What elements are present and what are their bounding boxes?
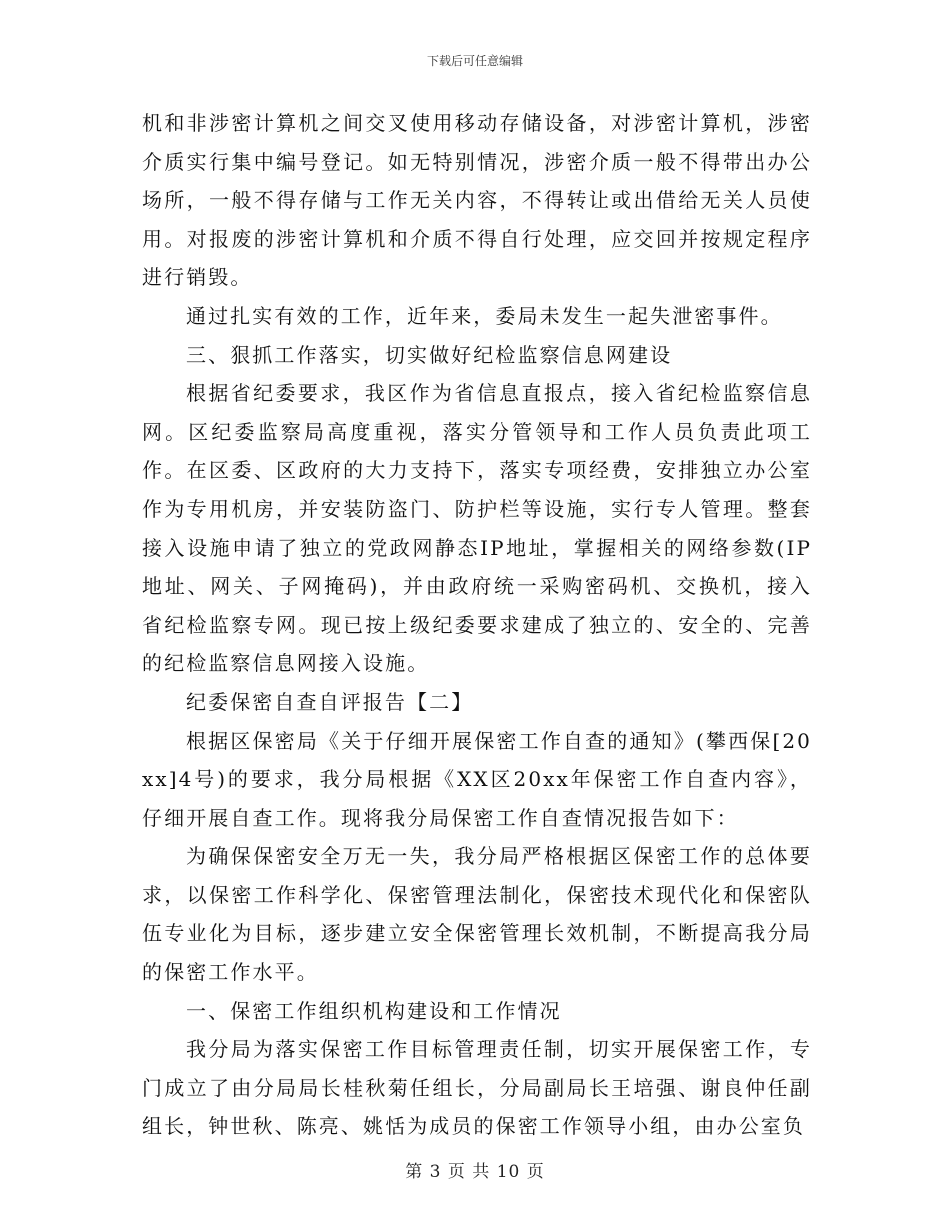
paragraph-report-intro: 根据区保密局《关于仔细开展保密工作自查的通知》(攀西保[20xx]4号)的要求，我分局根据《XX区20xx年保密工作自查内容》，仔细开展自查工作。现将我分局保密工作自查情况报告如下： <box>142 728 812 830</box>
paragraph-no-leak-summary: 通过扎实有效的工作，近年来，委局未发生一起失泄密事件。 <box>186 303 783 328</box>
paragraph-network-construction: 根据省纪委要求，我区作为省信息直报点，接入省纪检监察信息网。区纪委监察局高度重视，落实分管领导和工作人员负责此项工作。在区委、区政府的大力支持下，落实专项经费，安排独立办公室作为专用机房，并安装防盗门、防护栏等设施，实行专人管理。整套接入设施申请了独立的党政网静态IP地址，掌握相关的网络参数(IP地址、网关、子网掩码)，并由政府统一采购密码机、交换机，接入省纪检监察专网。现已按上级纪委要求建成了独立的、安全的、完善的纪检监察信息网接入设施。 <box>142 381 812 676</box>
paragraph-continuation: 机和非涉密计算机之间交叉使用移动存储设备，对涉密计算机，涉密介质实行集中编号登记。如无特别情况，涉密介质一般不得带出办公场所，一般不得存储与工作无关内容，不得转让或出借给无关人员使用。对报废的涉密计算机和介质不得自行处理，应交回并按规定程序进行销毁。 <box>142 111 812 290</box>
paragraph-overall-goal: 为确保保密安全万无一失，我分局严格根据区保密工作的总体要求，以保密工作科学化、保密管理法制化，保密技术现代化和保密队伍专业化为目标，逐步建立安全保密管理长效机制，不断提高我分局的保密工作水平。 <box>142 844 812 985</box>
document-body <box>142 104 812 1146</box>
section-heading-one: 一、保密工作组织机构建设和工作情况 <box>186 998 562 1023</box>
page-number-footer: 第 3 页 共 10 页 <box>405 1162 545 1182</box>
paragraph-organization: 我分局为落实保密工作目标管理责任制，切实开展保密工作，专门成立了由分局局长桂秋菊任组长，分局副局长王培强、谢良仲任副组长，钟世秋、陈亮、姚恬为成员的保密工作领导小组，由办公室负 <box>142 1037 812 1139</box>
section-heading-three: 三、狠抓工作落实，切实做好纪检监察信息网建设 <box>186 342 673 367</box>
report-title-two: 纪委保密自查自评报告【二】 <box>186 689 474 714</box>
page-header-note: 下载后可任意编辑 <box>426 54 523 68</box>
